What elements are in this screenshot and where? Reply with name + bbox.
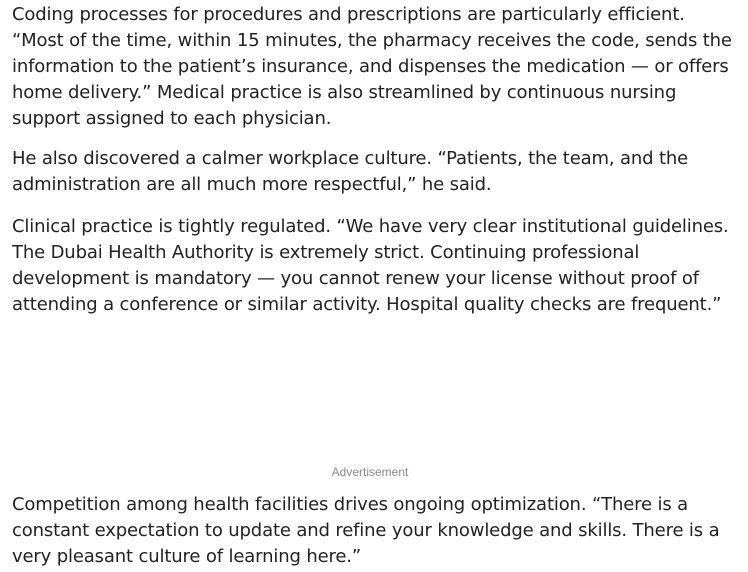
article-paragraph: He also discovered a calmer workplace culture. “Patients, the team, and the administration are all much more respectful,” he said. bbox=[12, 148, 689, 195]
advertisement-label: Advertisement bbox=[331, 465, 409, 479]
advertisement-slot[interactable] bbox=[12, 344, 740, 484]
article-paragraph: Competition among health facilities drives ongoing optimization. “There is a constant expectation to update and refine your knowledge and skills. There is a very pleasant culture of learning here.” bbox=[12, 494, 720, 567]
article-paragraph: Clinical practice is tightly regulated. “We have very clear institutional guidelines. The Dubai Health Authority is extremely strict. Continuing professional development is mandatory — you cannot renew your license without proof of attending a conference or similar activity. Hospital quality checks are frequent.” bbox=[12, 216, 729, 315]
article-paragraph: Coding processes for procedures and prescriptions are particularly efficient. “Most of the time, within 15 minutes, the pharmacy receives the code, sends the information to the patient’s insurance, and dispenses the medication — or offers home delivery.” Medical practice is also streamlined by continuous nursing support assigned to each physician. bbox=[12, 4, 732, 129]
